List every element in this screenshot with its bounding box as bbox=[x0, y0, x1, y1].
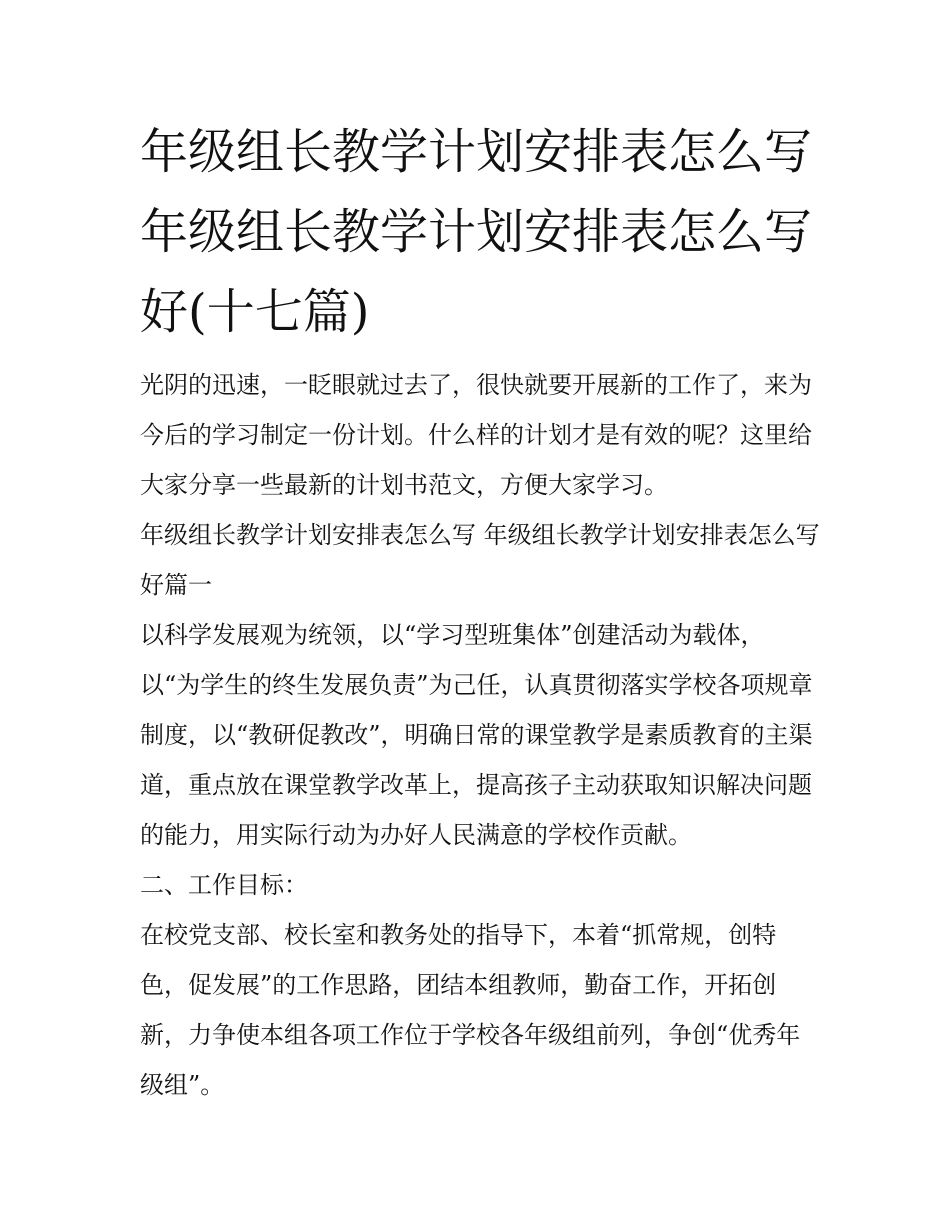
document-title: 年级组长教学计划安排表怎么写 年级组长教学计划安排表怎么写好(十七篇) bbox=[140, 124, 813, 340]
document-body bbox=[140, 112, 820, 1110]
body-paragraph-2: 以“为学生的终生发展负责”为己任，认真贯彻落实学校各项规章制度，以“教研促教改”，明确日常的课堂教学是素质教育的主渠道，重点放在课堂教学改革上，提高孩子主动获取知识解决问题的能力，用实际行动为办好人民满意的学校作贡献。 bbox=[140, 671, 813, 849]
subheading-work-goals: 二、工作目标： bbox=[140, 871, 308, 899]
title-block bbox=[140, 112, 820, 352]
section-heading: 年级组长教学计划安排表怎么写 年级组长教学计划安排表怎么写好篇一 bbox=[140, 521, 820, 599]
body-paragraph-3: 在校党支部、校长室和教务处的指导下，本着“抓常规，创特色，促发展”的工作思路，团结本组教师，勤奋工作，开拓创新，力争使本组各项工作位于学校各年级组前列，争创“优秀年级组”。 bbox=[140, 921, 801, 1099]
body-paragraph-1: 以科学发展观为统领，以“学习型班集体”创建活动为载体， bbox=[140, 621, 765, 649]
intro-paragraph: 光阴的迅速，一眨眼就过去了，很快就要开展新的工作了，来为今后的学习制定一份计划。什么样的计划才是有效的呢？这里给大家分享一些最新的计划书范文，方便大家学习。 bbox=[140, 371, 812, 499]
